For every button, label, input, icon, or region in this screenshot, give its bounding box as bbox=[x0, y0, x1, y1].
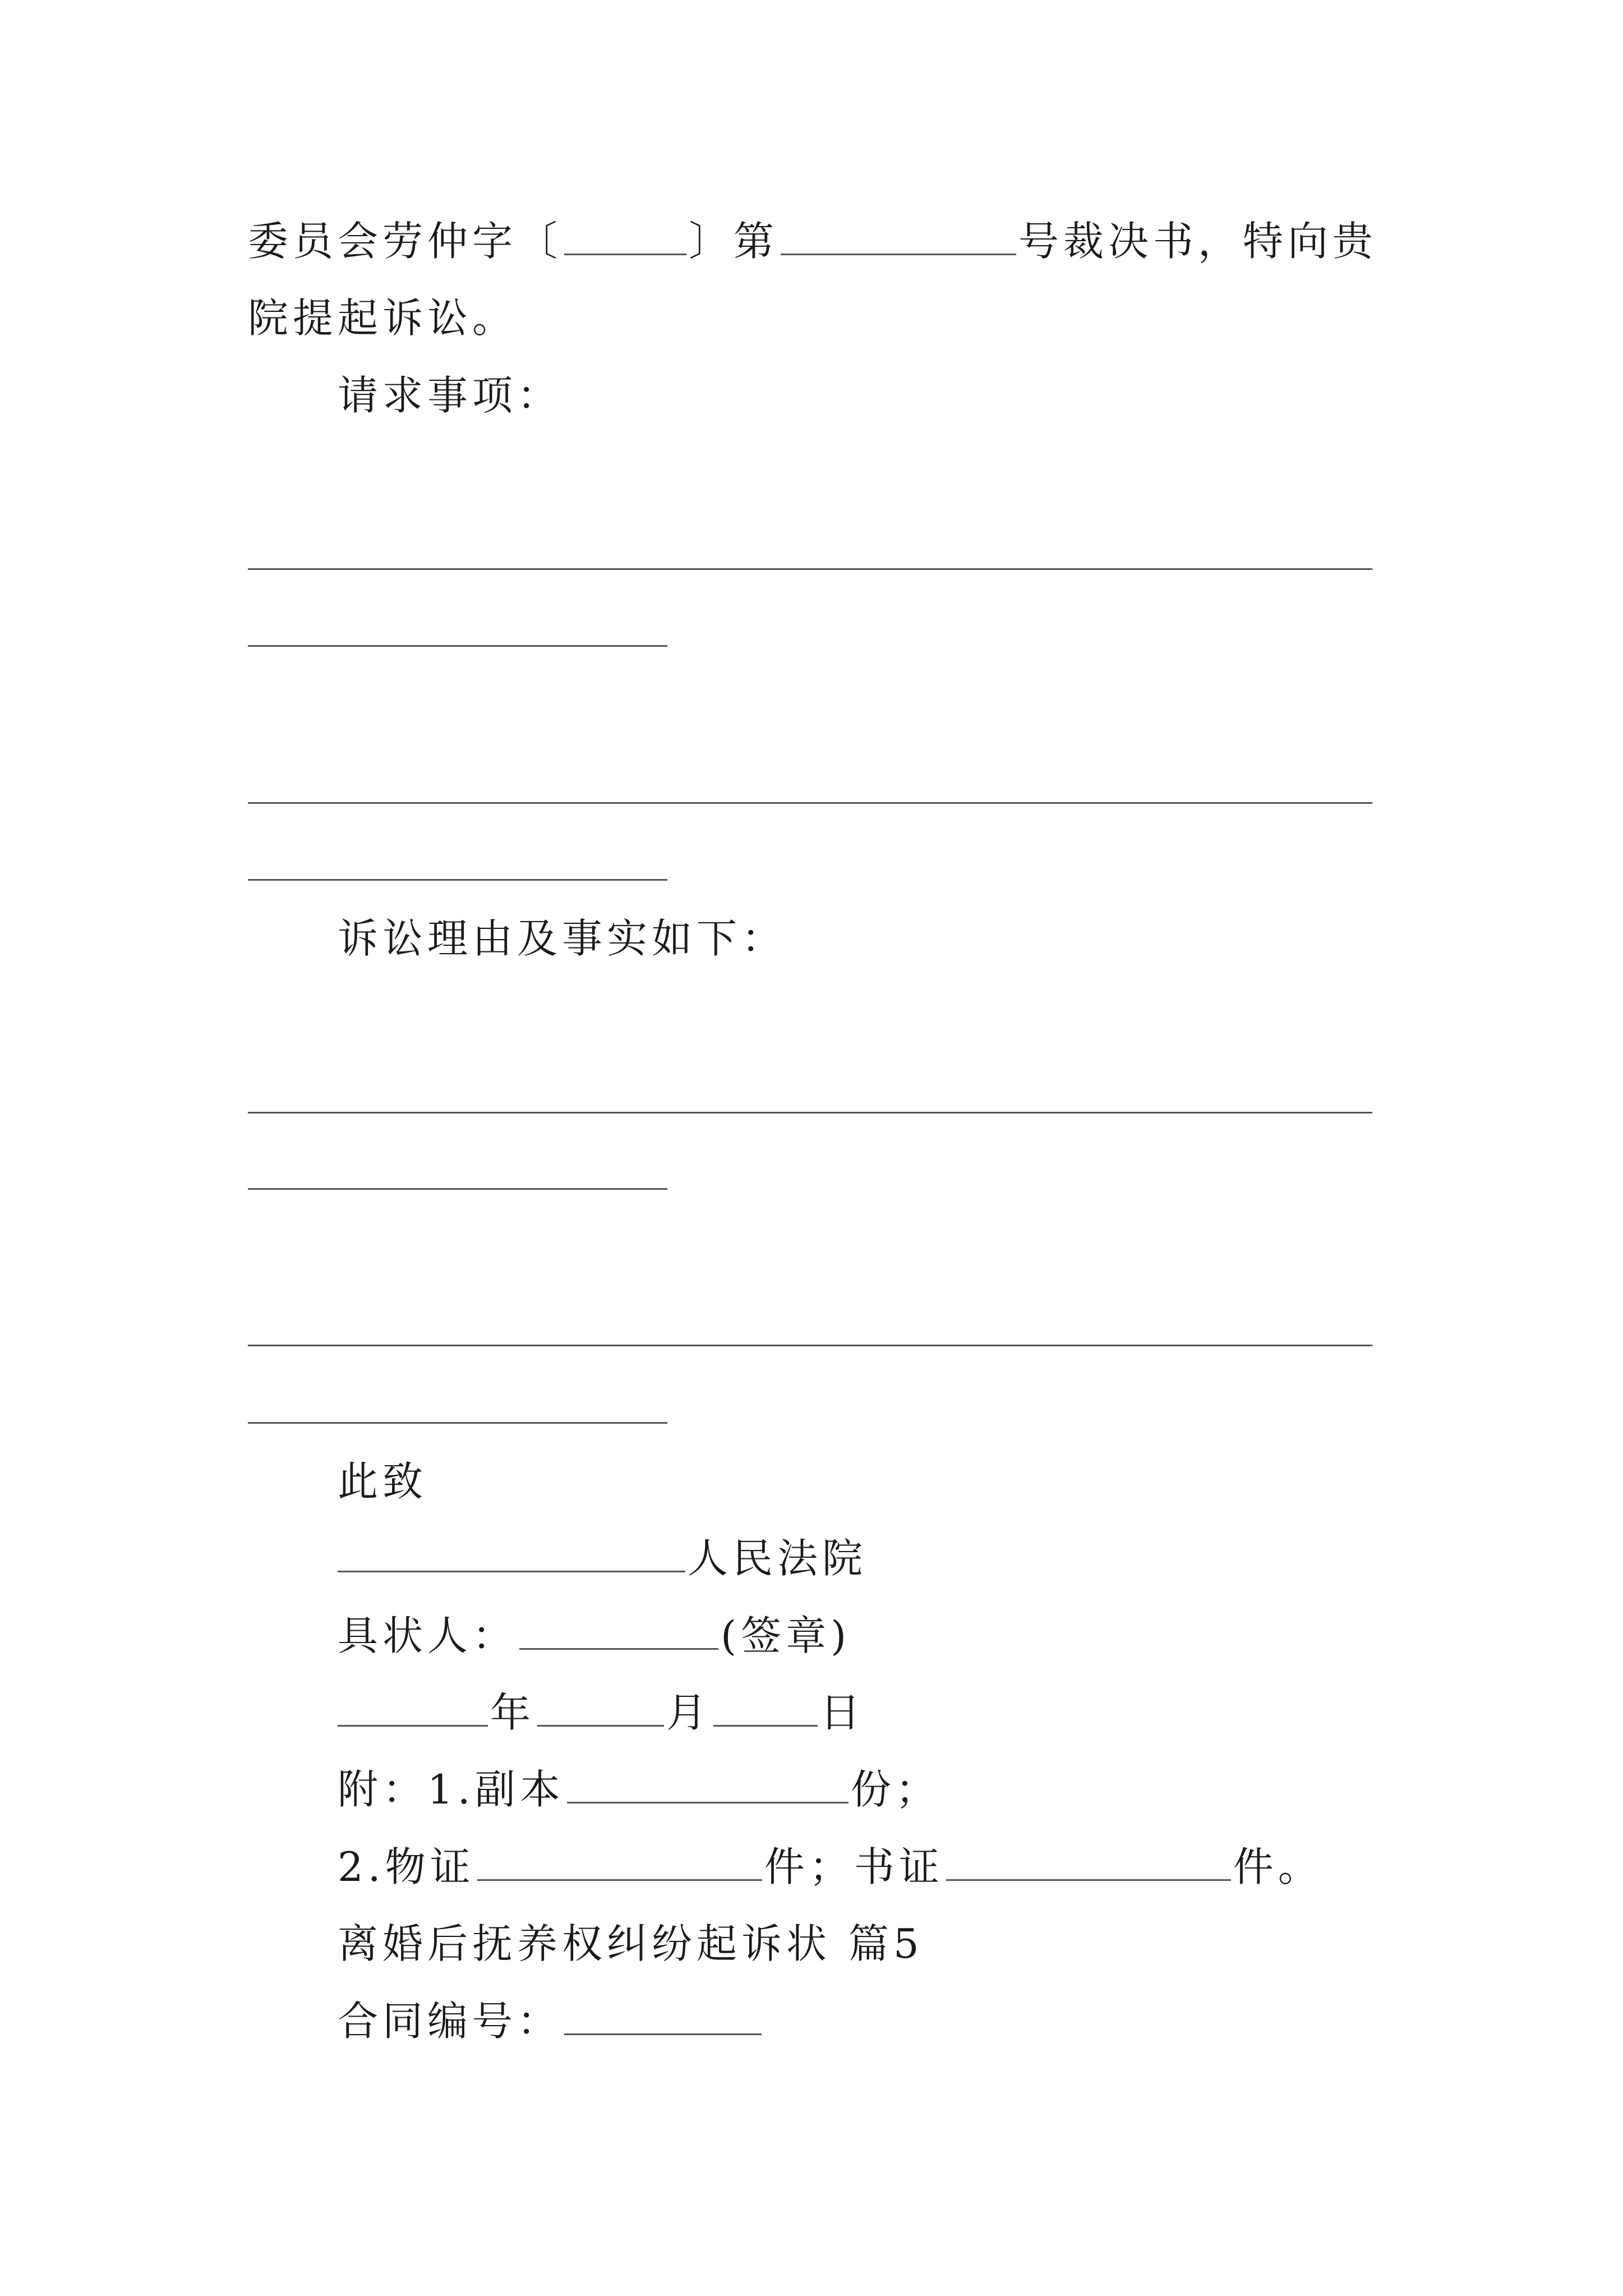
fill-line[interactable] bbox=[248, 879, 667, 881]
contract-number-blank[interactable] bbox=[564, 2000, 762, 2035]
court-line bbox=[338, 1533, 867, 1584]
month-blank[interactable] bbox=[537, 1691, 664, 1727]
year-label: 年 bbox=[490, 1689, 536, 1736]
fill-line[interactable] bbox=[248, 1345, 1372, 1346]
fill-blank[interactable] bbox=[946, 1846, 1231, 1881]
paragraph-line: 院提起诉讼。 bbox=[248, 295, 518, 342]
attachment-text: 2.物证 bbox=[338, 1843, 475, 1890]
fill-blank[interactable] bbox=[477, 1846, 762, 1881]
paragraph-text: 〕第 bbox=[689, 218, 779, 265]
day-label: 日 bbox=[820, 1689, 865, 1736]
fill-line[interactable] bbox=[248, 568, 1372, 570]
fill-blank[interactable] bbox=[338, 1537, 685, 1572]
date-line bbox=[338, 1687, 865, 1738]
fill-line[interactable] bbox=[248, 1112, 1372, 1114]
attachment-text: 附：1.副本 bbox=[338, 1766, 565, 1813]
month-label: 月 bbox=[666, 1689, 712, 1736]
contract-number-line bbox=[338, 1996, 764, 2046]
fill-blank[interactable] bbox=[564, 220, 686, 255]
paragraph-line bbox=[248, 216, 1377, 266]
fill-line[interactable] bbox=[248, 1422, 667, 1424]
fill-line[interactable] bbox=[248, 1188, 667, 1190]
section-title: 离婚后抚养权纠纷起诉状 篇5 bbox=[338, 1920, 924, 1967]
paragraph-text: 委员会劳仲字〔 bbox=[248, 218, 562, 265]
fill-blank[interactable] bbox=[567, 1768, 849, 1803]
signer-label: 具状人： bbox=[338, 1612, 518, 1659]
signer-stamp: (签章) bbox=[721, 1612, 851, 1659]
day-blank[interactable] bbox=[713, 1691, 818, 1727]
year-blank[interactable] bbox=[338, 1691, 488, 1727]
reasons-heading: 诉讼理由及事实如下： bbox=[338, 915, 787, 962]
request-heading: 请求事项： bbox=[338, 372, 562, 419]
attachment-text: 件；书证 bbox=[764, 1843, 944, 1890]
attachment-line bbox=[338, 1764, 940, 1815]
court-suffix: 人民法院 bbox=[688, 1535, 868, 1582]
attachment-text: 件。 bbox=[1233, 1843, 1323, 1890]
fill-line[interactable] bbox=[248, 645, 667, 647]
signer-line bbox=[338, 1611, 851, 1661]
attachment-line bbox=[338, 1842, 1323, 1892]
fill-line[interactable] bbox=[248, 802, 1372, 804]
salutation: 此致 bbox=[338, 1458, 428, 1505]
paragraph-text: 号裁决书，特向贵 bbox=[1018, 218, 1378, 265]
fill-blank[interactable] bbox=[781, 220, 1016, 255]
fill-blank[interactable] bbox=[519, 1614, 718, 1650]
contract-number-label: 合同编号： bbox=[338, 1998, 562, 2045]
attachment-text: 份； bbox=[850, 1766, 940, 1813]
